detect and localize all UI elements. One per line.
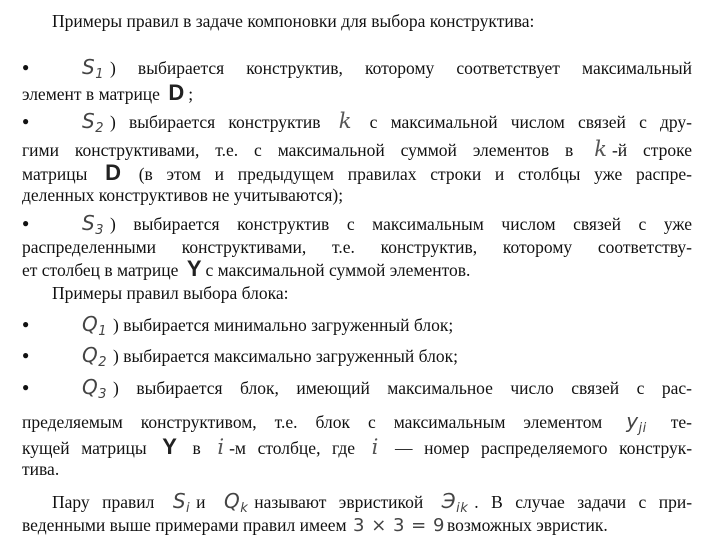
symbol-q2: $Q_2$: [82, 343, 108, 370]
rule-s3-line1: ● $S_3$ ) выбирается конструктив с максимальным числом связей с уже: [22, 212, 692, 242]
symbol-i: i: [217, 435, 225, 459]
symbol-s1: $S_1$: [82, 55, 104, 82]
symbol-q3: $Q_3$: [82, 375, 108, 402]
symbol-q-k: $Q_k$: [223, 489, 249, 516]
rule-s2-line4: деленных конструктивов не учитываются);: [22, 185, 344, 205]
rule-s1-line1: ● $S_1$ ) выбирается конструктив, которому соответствует максимальный: [22, 56, 692, 86]
symbol-s2: $S_2$: [82, 109, 104, 136]
heading-rules-construct: Примеры правил в задаче компоновки для выбора конструктива:: [52, 11, 535, 31]
bullet: ●: [22, 60, 30, 74]
rule-s2-line1: ● $S_2$ ) выбирается конструктив k с максимальной числом связей с дру-: [22, 110, 692, 140]
rule-s1-line2: элемент в матрице D ;: [22, 80, 194, 105]
rule-s2-line3: матрицы D (в этом и предыдущем правилах строки и столбцы уже распре-: [22, 160, 693, 185]
formula-3x3-9: 3 × 3 = 9: [353, 515, 445, 536]
symbol-matrix-y: Y: [186, 256, 202, 281]
symbol-k-row: k: [594, 137, 607, 161]
heading-rules-block: Примеры правил выбора блока:: [52, 283, 289, 303]
symbol-heuristic-e-ik: $Э_{ik}$: [441, 489, 469, 516]
rule-s2-line2: гими конструктивами, т.е. с максимальной суммой элементов в k -й строке: [22, 137, 693, 161]
rule-q2: ● $Q_2$ ) выбирается максимально загруженный блок;: [22, 344, 692, 374]
symbol-i: i: [371, 435, 379, 459]
paragraph-heuristics-line2: веденными выше примерами правил имеем 3 × 3 = 9 возможных эвристик.: [22, 515, 608, 536]
rule-s3-line3: ет столбец в матрице Y с максимальной суммой элементов.: [22, 256, 471, 281]
rule-q3-line2: пределяемым конструктивом, т.е. блок с максимальным элементом $y_{ji}$ те-: [22, 410, 692, 440]
symbol-matrix-d: D: [168, 80, 185, 105]
symbol-y-ji: $y_{ji}$: [626, 409, 647, 436]
symbol-s-i: $S_i$: [172, 489, 191, 516]
rule-s3-line2: распределенными конструктивами, т.е. конструктив, которому соответству-: [22, 237, 692, 257]
symbol-matrix-y: Y: [162, 434, 177, 459]
rule-q3-line4: тива.: [22, 459, 60, 479]
symbol-s3: $S_3$: [82, 211, 104, 238]
symbol-k: k: [338, 109, 352, 133]
symbol-matrix-d: D: [105, 160, 121, 185]
symbol-q1: $Q_1$: [82, 312, 108, 339]
rule-q3-line1: ● $Q_3$ ) выбирается блок, имеющий максимальное число связей с рас-: [22, 376, 692, 406]
rule-q1: ● $Q_1$ ) выбирается минимально загруженный блок;: [22, 313, 692, 343]
paragraph-heuristics-line1: Пару правил $S_i$ и $Q_k$ называют эвристикой $Э_{ik}$ . В случае задачи с при-: [52, 490, 692, 520]
rule-q3-line3: кущей матрицы Y в i -м столбце, где i — номер распределяемого конструк-: [22, 434, 693, 459]
